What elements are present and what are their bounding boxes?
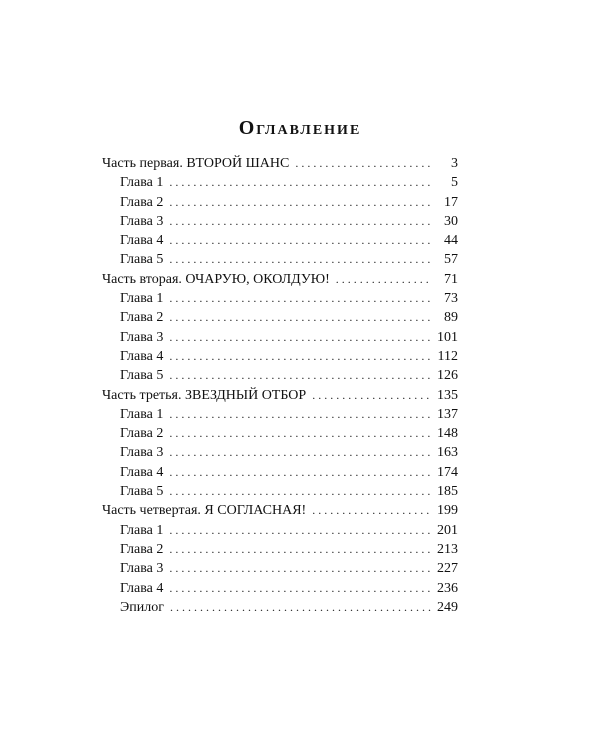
toc-page-number: 201 (437, 522, 458, 538)
toc-chapter-entry (102, 328, 458, 347)
toc-page-number: 30 (444, 213, 458, 229)
dot-leader (169, 521, 431, 540)
toc-page-number: 44 (444, 233, 458, 249)
dot-leader (169, 173, 432, 192)
dot-leader (169, 231, 432, 250)
toc-entry-label: Глава 1 (120, 406, 164, 422)
dot-leader (169, 328, 431, 347)
toc-page-number: 163 (437, 445, 458, 461)
toc-entry-label: Глава 5 (120, 484, 164, 500)
dot-leader (169, 443, 431, 462)
toc-entry-label: Глава 2 (120, 541, 164, 557)
toc-page-number: 17 (444, 194, 458, 210)
toc-chapter-entry (102, 463, 458, 482)
toc-page-number: 73 (444, 291, 458, 307)
toc-chapter-entry (102, 173, 458, 192)
toc-part-entry (102, 270, 458, 289)
dot-leader (169, 289, 432, 308)
toc-chapter-entry (102, 482, 458, 501)
dot-leader (336, 270, 432, 289)
dot-leader (169, 463, 431, 482)
toc-entry-label: Глава 4 (120, 348, 164, 364)
toc-entry-label: Глава 1 (120, 175, 164, 191)
toc-page-number: 174 (437, 464, 458, 480)
toc-entry-label: Глава 2 (120, 426, 164, 442)
toc-chapter-entry (102, 366, 458, 385)
toc-chapter-entry (102, 212, 458, 231)
toc-part-entry (102, 154, 458, 173)
toc-page-number: 137 (437, 406, 458, 422)
toc-page-number: 89 (444, 310, 458, 326)
toc-page-number: 249 (437, 599, 458, 615)
dot-leader (169, 308, 432, 327)
toc-entry-label: Глава 2 (120, 194, 164, 210)
toc-page-number: 213 (437, 541, 458, 557)
toc-entry-label: Глава 5 (120, 252, 164, 268)
dot-leader (169, 559, 431, 578)
toc-chapter-entry (102, 250, 458, 269)
toc-page-number: 199 (437, 503, 458, 519)
toc-entry-label: Глава 3 (120, 445, 164, 461)
toc-entry-label: Глава 4 (120, 580, 164, 596)
dot-leader (169, 540, 431, 559)
toc-chapter-entry (102, 193, 458, 212)
toc-page-number: 185 (437, 484, 458, 500)
toc-chapter-entry (102, 289, 458, 308)
toc-entry-label: Глава 5 (120, 368, 164, 384)
toc-chapter-entry (102, 540, 458, 559)
toc-page-number: 148 (437, 426, 458, 442)
toc-chapter-entry (102, 521, 458, 540)
toc-chapter-entry (102, 347, 458, 366)
dot-leader (312, 386, 431, 405)
toc-page-number: 135 (437, 387, 458, 403)
toc-entry-label: Глава 3 (120, 561, 164, 577)
toc-chapter-entry (102, 579, 458, 598)
toc-page-number: 3 (451, 156, 458, 171)
toc-chapter-entry (102, 424, 458, 443)
toc-chapter-entry (102, 559, 458, 578)
dot-leader (169, 482, 431, 501)
toc-page-number: 236 (437, 580, 458, 596)
dot-leader (169, 366, 431, 385)
toc-chapter-entry (102, 443, 458, 462)
toc-entry-label: Глава 4 (120, 233, 164, 249)
toc-entry-label: Часть третья. ЗВЕЗДНЫЙ ОТБОР (102, 387, 307, 403)
toc-part-entry (102, 501, 458, 520)
page-title: Оглавление (238, 117, 362, 139)
toc-entry-label: Глава 4 (120, 464, 164, 480)
toc-page-number: 71 (444, 271, 458, 287)
toc-entry-label: Глава 3 (120, 213, 164, 229)
dot-leader (169, 579, 431, 598)
toc-chapter-entry (102, 405, 458, 424)
toc-entry-label: Глава 2 (120, 310, 164, 326)
dot-leader (169, 250, 432, 269)
dot-leader (169, 347, 431, 366)
dot-leader (169, 405, 431, 424)
toc-chapter-entry (102, 231, 458, 250)
toc-entry-label: Глава 1 (120, 522, 164, 538)
toc-entry-label: Часть четвертая. Я СОГЛАСНАЯ! (102, 503, 307, 519)
dot-leader (170, 598, 431, 617)
toc-page-number: 57 (444, 252, 458, 268)
dot-leader (295, 154, 432, 173)
toc-entry-label: Часть первая. ВТОРОЙ ШАНС (102, 156, 290, 171)
dot-leader (169, 424, 431, 443)
toc-page-number: 101 (437, 329, 458, 345)
toc-entry-label: Эпилог (120, 599, 164, 615)
toc-page-number: 126 (437, 368, 458, 384)
toc-entry-label: Глава 1 (120, 291, 164, 307)
dot-leader (169, 212, 432, 231)
toc-part-entry (102, 386, 458, 405)
dot-leader (169, 193, 432, 212)
toc-page-number: 227 (437, 561, 458, 577)
table-of-contents (102, 154, 458, 617)
toc-page-number: 5 (451, 175, 458, 191)
toc-page-number: 112 (437, 348, 458, 364)
toc-chapter-entry (102, 308, 458, 327)
toc-entry-label: Часть вторая. ОЧАРУЮ, ОКОЛДУЮ! (102, 271, 330, 287)
toc-chapter-entry (102, 598, 458, 617)
toc-entry-label: Глава 3 (120, 329, 164, 345)
dot-leader (312, 501, 431, 520)
